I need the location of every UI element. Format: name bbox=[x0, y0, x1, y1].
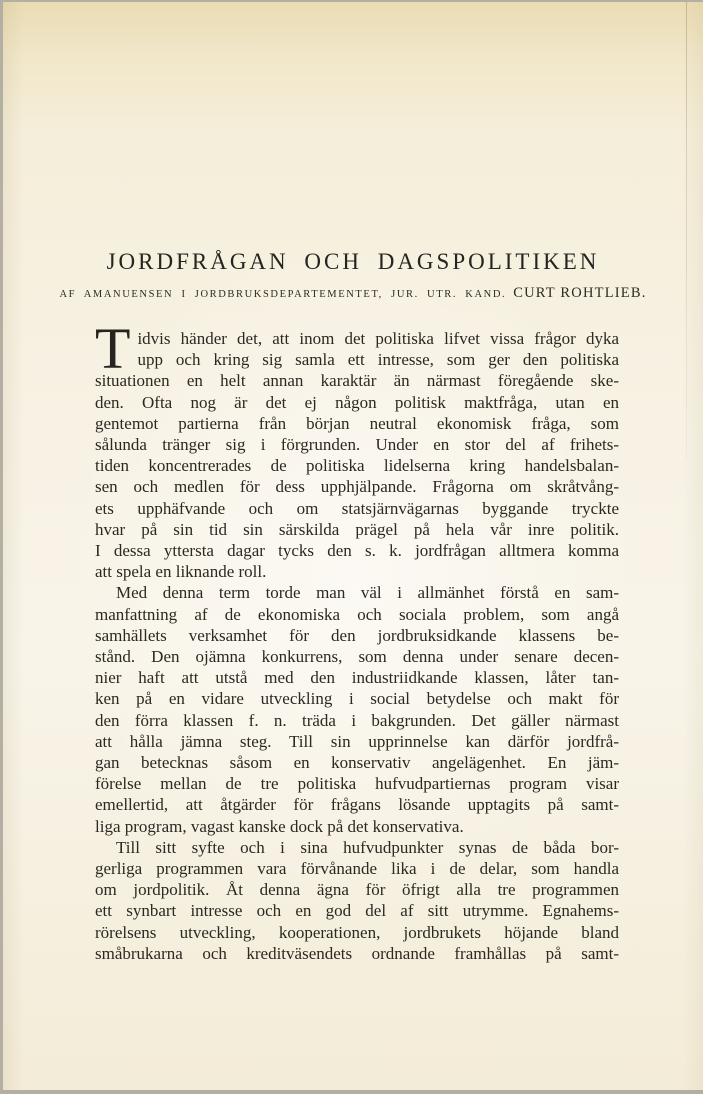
drop-cap: T bbox=[95, 316, 131, 381]
text-line: samhällets verksamhet för den jordbruksidkande klassens be- bbox=[95, 625, 619, 645]
text-line: manfattning af de ekonomiska och sociala problem, som angå bbox=[95, 604, 619, 624]
text-line: emellertid, att åtgärder för frågans lösande upptagits på samt- bbox=[95, 795, 619, 815]
text-line: ken på en vidare utveckling i social betydelse och makt för bbox=[95, 689, 619, 709]
text-line: Till sitt syfte och i sina hufvudpunkter synas de båda bor- bbox=[116, 837, 619, 857]
book-page bbox=[3, 2, 703, 1090]
text-line: upp och kring sig samla ett intresse, som ger den politiska bbox=[137, 350, 619, 370]
paragraph bbox=[95, 316, 619, 582]
text-line: förelse mellan de tre politiska hufvudpartiernas program visar bbox=[95, 774, 619, 794]
text-line: stånd. Den ojämna konkurrens, som denna under senare decen- bbox=[95, 647, 619, 667]
text-line: I dessa yttersta dagar tycks den s. k. jordfrågan alltmera komma bbox=[95, 541, 619, 561]
paragraph bbox=[95, 837, 619, 964]
text-line: liga program, vagast kanske dock på det konservativa. bbox=[95, 816, 464, 836]
paragraph bbox=[95, 582, 619, 836]
article-body bbox=[95, 316, 619, 964]
text-line: hvar på sin tid sin särskilda prägel på hela vår inre politik. bbox=[95, 519, 619, 539]
text-line: ett synbart intresse och en god del af sitt utrymme. Egnahems- bbox=[95, 901, 619, 921]
text-line: idvis händer det, att inom det politiska lifvet vissa frågor dyka bbox=[137, 329, 619, 348]
text-line: att hålla jämna steg. Till sin upprinnelse kan därför jordfrå- bbox=[95, 731, 619, 751]
text-line: situationen en helt annan karaktär än närmast föregående ske- bbox=[95, 371, 619, 391]
text-line: sen och medlen för dess upphjälpande. Frågorna om skråtvång- bbox=[95, 477, 619, 497]
text-line: den förra klassen f. n. träda i bakgrunden. Det gäller närmast bbox=[95, 710, 619, 730]
text-line: ets upphäfvande och om statsjärnvägarnas byggande tryckte bbox=[95, 498, 619, 518]
byline-author: CURT ROHTLIEB. bbox=[513, 285, 647, 301]
text-line: tiden koncentrerades de politiska lidelserna kring handelsbalan- bbox=[95, 456, 619, 476]
text-line: gan betecknas såsom en konservativ angelägenhet. En jäm- bbox=[95, 753, 619, 773]
byline bbox=[3, 284, 703, 302]
text-line: rörelsens utveckling, kooperationen, jordbrukets höjande bland bbox=[95, 922, 619, 942]
text-line: gerliga programmen vara förvånande lika i de delar, som handla bbox=[95, 859, 619, 879]
text-line: den. Ofta nog är det ej någon politisk maktfråga, utan en bbox=[95, 392, 619, 412]
text-line: Med denna term torde man väl i allmänhet förstå en sam- bbox=[116, 583, 619, 603]
byline-prefix: AF AMANUENSEN I JORDBRUKSDEPARTEMENTET, JUR. UTR. KAND. bbox=[59, 289, 507, 300]
text-line: gentemot partierna från början neutral ekonomisk fråga, som bbox=[95, 413, 619, 433]
text-line: om jordpolitik. Åt denna ägna för öfrigt alla tre programmen bbox=[95, 880, 619, 900]
text-line: nier haft att utstå med den industriidkande klassen, låter tan- bbox=[95, 668, 619, 688]
page-title: JORDFRÅGAN OCH DAGSPOLITIKEN bbox=[106, 249, 600, 274]
text-line: sålunda tränger sig i förgrunden. Under en stor del af frihets- bbox=[95, 435, 619, 455]
text-line: småbrukarna och kreditväsendets ordnande framhållas på samt- bbox=[95, 943, 619, 963]
page-fold-line bbox=[686, 2, 687, 459]
text-line: att spela en liknande roll. bbox=[95, 562, 267, 582]
